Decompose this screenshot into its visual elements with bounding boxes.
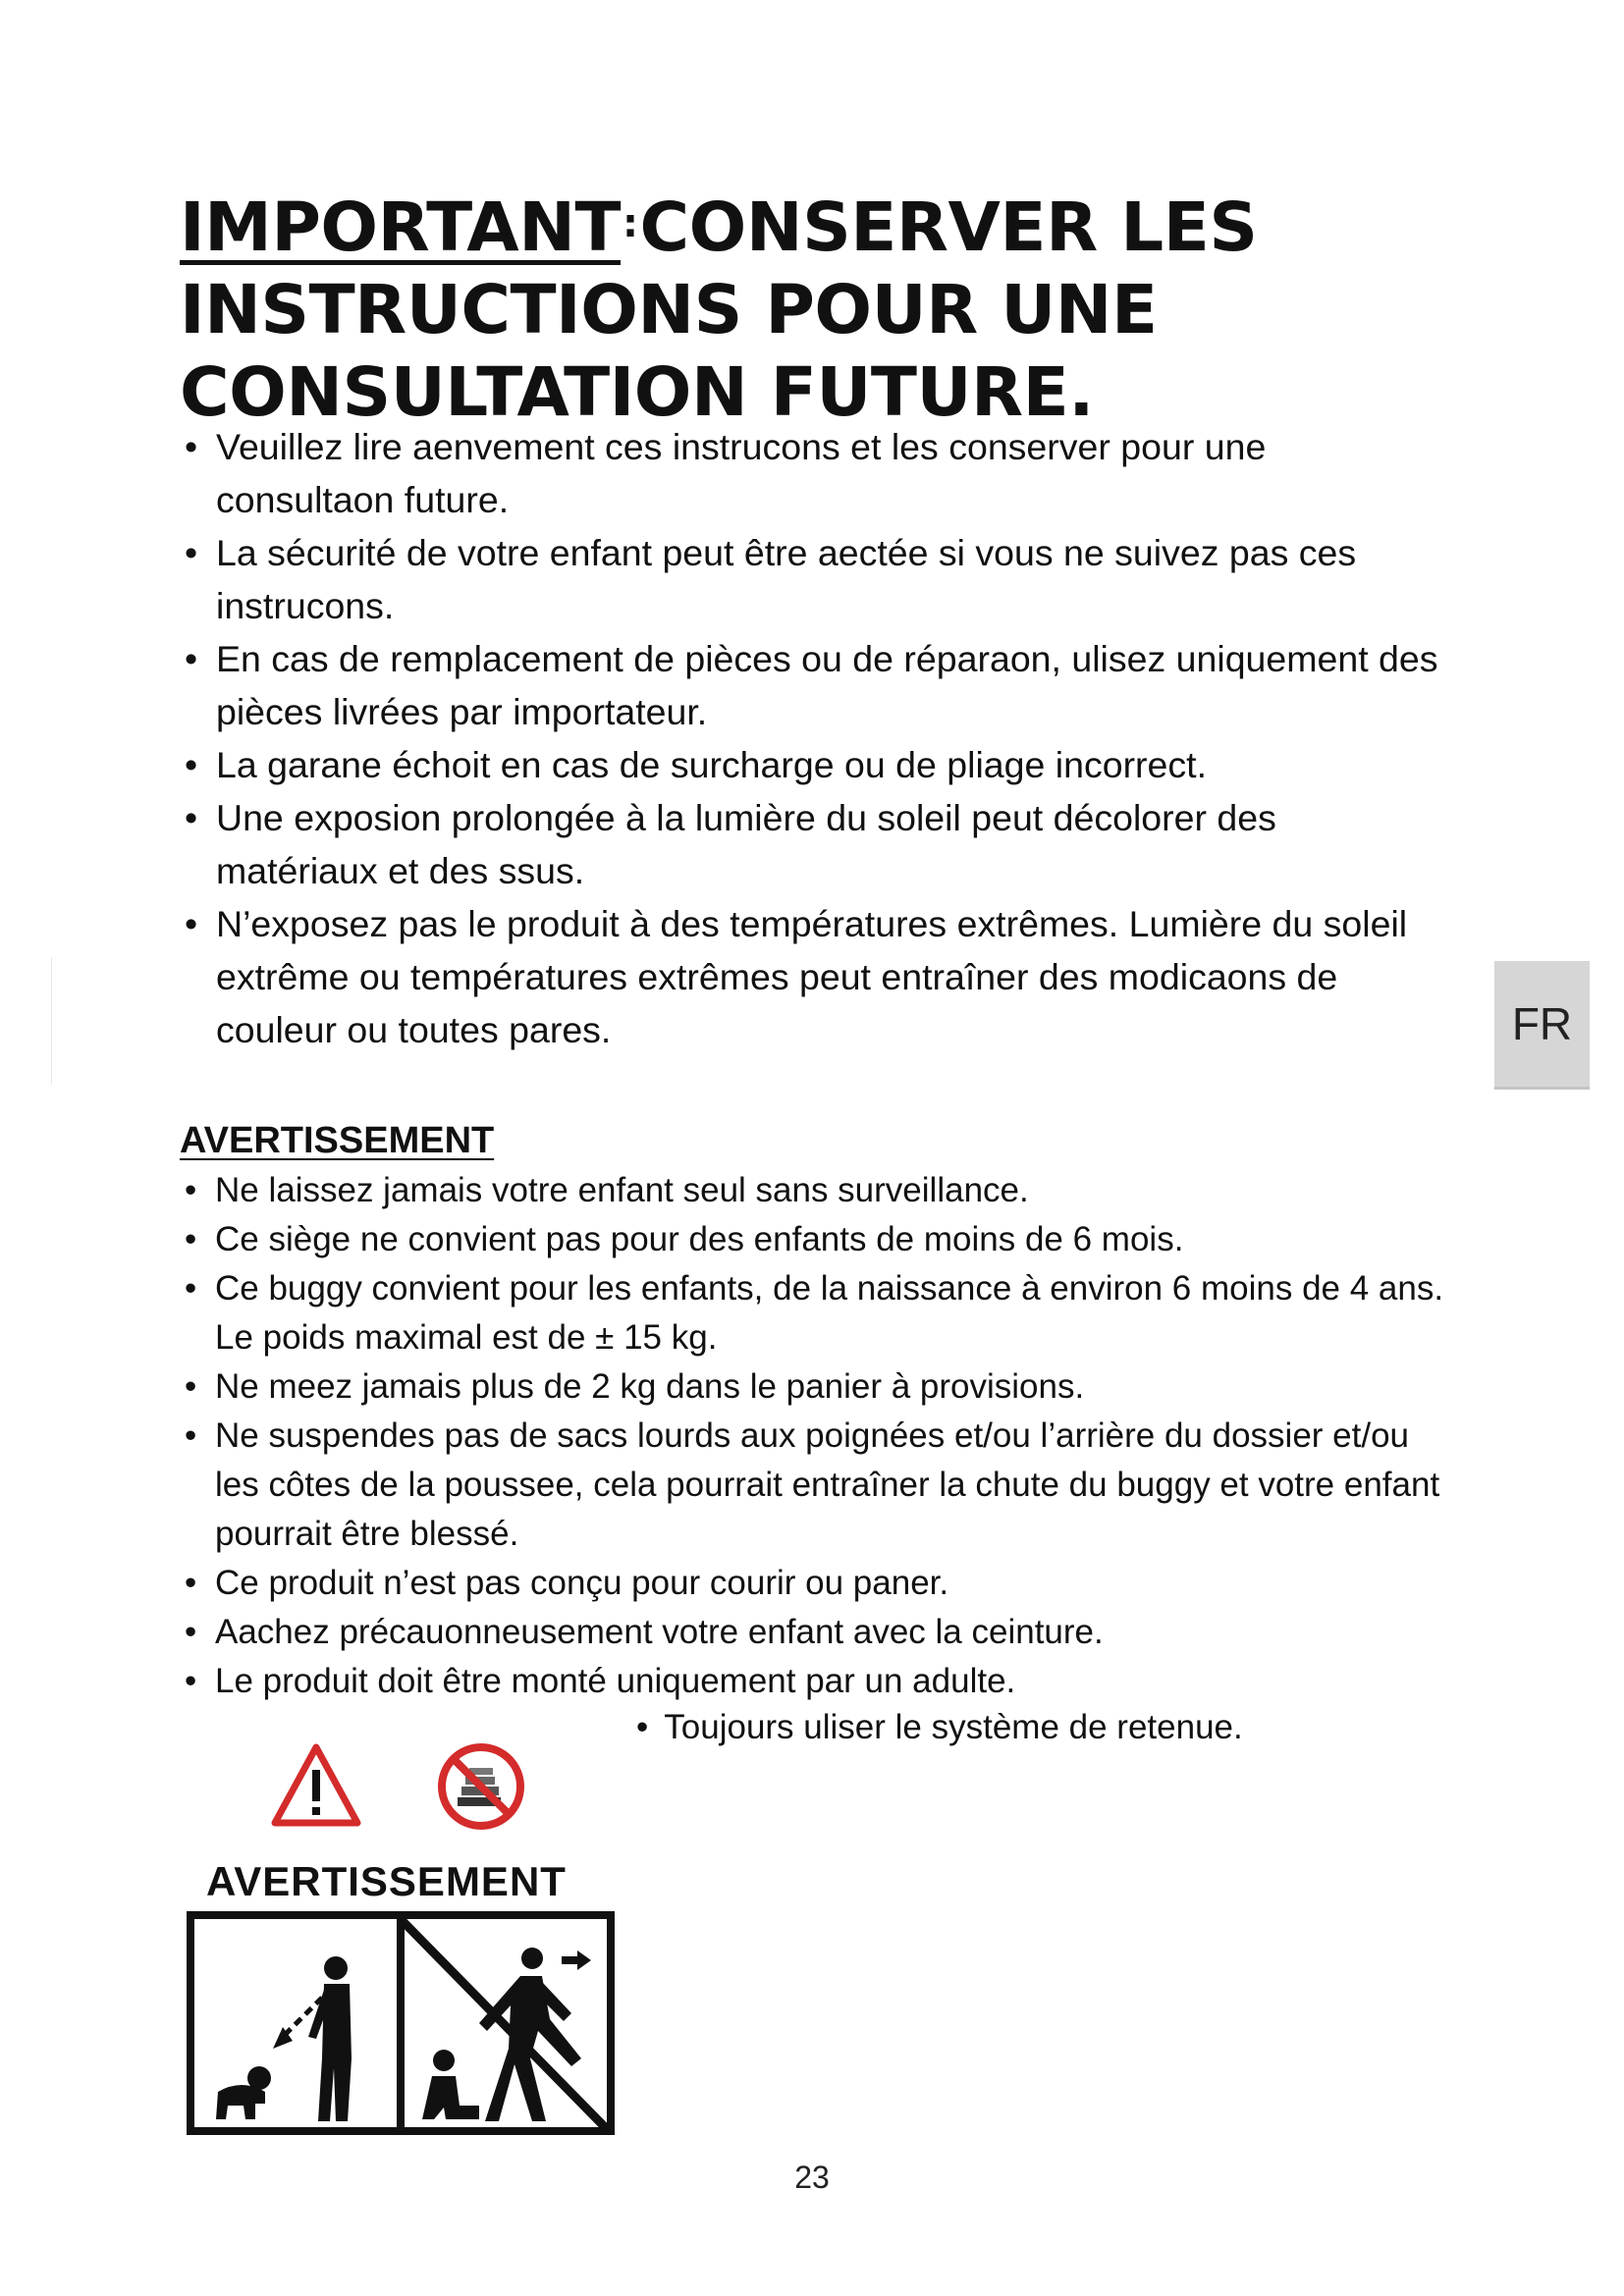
list-item: • Aachez précauonneusement votre enfant avec la ceinture. bbox=[185, 1608, 1461, 1657]
list-item: • La sécurité de votre enfant peut être aectée si vous ne suivez pas ces instrucons. bbox=[185, 526, 1441, 632]
list-item: • Veuillez lire aenvement ces instrucons et les conserver pour une consultaon future. bbox=[185, 420, 1441, 526]
list-item: • Le produit doit être monté uniquement par un adulte. bbox=[185, 1657, 1461, 1706]
margin-mark bbox=[51, 957, 52, 1085]
list-item: • Ce buggy convient pour les enfants, de la naissance à environ 6 moins de 4 ans. Le poids maximal est de ± 15 kg. bbox=[185, 1264, 1461, 1362]
language-tab: FR bbox=[1494, 961, 1590, 1090]
important-list bbox=[185, 420, 1441, 1056]
list-item: • Ne meez jamais plus de 2 kg dans le panier à provisions. bbox=[185, 1362, 1461, 1412]
list-item: • Ne suspendes pas de sacs lourds aux poignées et/ou l’arrière du dossier et/ou les côtes de la poussee, cela pourrait entraîner la chute du buggy et votre enfant pourrait être blessé. bbox=[185, 1412, 1461, 1559]
title-colon: : bbox=[623, 201, 638, 246]
list-item: • Ce produit n’est pas conçu pour courir ou paner. bbox=[185, 1559, 1461, 1608]
list-item: • Une exposion prolongée à la lumière du soleil peut décolorer des matériaux et des ssus. bbox=[185, 791, 1441, 897]
warning-heading: AVERTISSEMENT bbox=[180, 1120, 495, 1161]
warning-list bbox=[185, 1166, 1461, 1706]
list-item: • N’exposez pas le produit à des températures extrêmes. Lumière du soleil extrême ou températures extrêmes peut entraîner des modicaons de couleur ou toutes pares. bbox=[185, 897, 1441, 1056]
pictogram-label: AVERTISSEMENT bbox=[206, 1858, 567, 1904]
list-item: • La garane échoit en cas de surcharge ou de pliage incorrect. bbox=[185, 738, 1441, 791]
title-important: IMPORTANT bbox=[180, 188, 622, 267]
title-rest: CONSERVER LES INSTRUCTIONS POUR UNE CONSULTATION FUTURE. bbox=[180, 188, 1258, 432]
list-item: • En cas de remplacement de pièces ou de réparaon, ulisez uniquement des pièces livrées par importateur. bbox=[185, 632, 1441, 738]
page-number: 23 bbox=[794, 2160, 830, 2195]
no-heavy-load-icon bbox=[442, 1747, 520, 1826]
list-item-retenue: • Toujours uliser le système de retenue. bbox=[636, 1703, 1243, 1752]
page-title bbox=[180, 183, 1260, 434]
child-supervision-pictogram bbox=[187, 1911, 615, 2135]
warning-triangle-icon bbox=[275, 1747, 357, 1823]
list-item: • Ce siège ne convient pas pour des enfants de moins de 6 mois. bbox=[185, 1215, 1461, 1264]
warning-icons bbox=[271, 1742, 530, 1831]
list-item: • Ne laissez jamais votre enfant seul sans surveillance. bbox=[185, 1166, 1461, 1215]
